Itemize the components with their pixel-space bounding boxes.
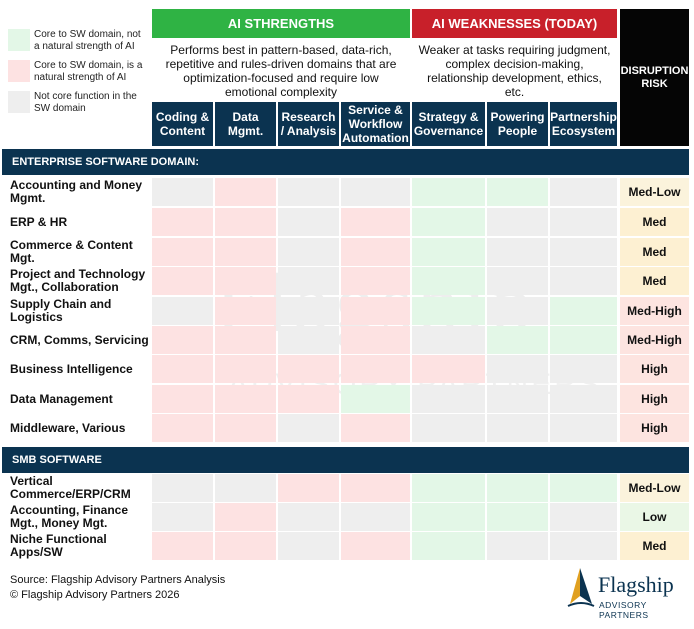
column-header: Powering People [487,102,548,146]
risk-rating: High [620,414,689,442]
matrix-cell [550,326,617,354]
matrix-cell [487,326,548,354]
matrix-cell [278,238,339,266]
column-header: Service & Workflow Automation [342,103,409,145]
matrix-cell [278,385,339,413]
matrix-cell [152,474,213,502]
weaknesses-description: Weaker at tasks requiring judgment, complex decision-making, relationship development, ethics, etc. [418,43,611,99]
legend-text-gray: Not core function in the SW domain [34,91,137,114]
section-header: ENTERPRISE SOFTWARE DOMAIN: [2,149,689,175]
matrix-cell [412,414,485,442]
logo-tagline: ADVISORY PARTNERS [599,600,649,620]
risk-rating: Med [620,208,689,236]
matrix-cell [215,414,276,442]
matrix-cell [550,503,617,531]
source-note: Source: Flagship Advisory Partners Analysis [10,574,226,586]
matrix-cell [215,178,276,206]
risk-rating: Med [620,238,689,266]
matrix-cell [487,355,548,383]
matrix-cell [550,208,617,236]
matrix-cell [412,503,485,531]
row-label: Vertical Commerce/ERP/CRM [10,474,131,501]
matrix-cell [278,474,339,502]
matrix-cell [152,355,213,383]
matrix-cell [550,238,617,266]
row-label: ERP & HR [10,214,68,229]
row-label: Middleware, Various [10,420,126,435]
matrix-cell [412,267,485,295]
strengths-description: Performs best in pattern-based, data-rich, repetitive and rules-driven domains that are optimization-focused and require low emotional complexity [165,43,397,99]
matrix-cell [487,267,548,295]
risk-rating: Med [620,267,689,295]
matrix-cell [341,326,410,354]
matrix-cell [412,326,485,354]
matrix-cell [341,414,410,442]
matrix-cell [550,355,617,383]
row-label: Supply Chain and Logistics [10,297,112,324]
matrix-cell [152,267,213,295]
matrix-cell [487,178,548,206]
matrix-cell [152,385,213,413]
risk-rating: Med-Low [620,474,689,502]
logo-name: Flagship [598,572,674,597]
matrix-cell [412,532,485,560]
row-label: Accounting, Finance Mgt., Money Mgt. [10,503,129,530]
copyright-note: © Flagship Advisory Partners 2026 [10,589,180,601]
matrix-cell [152,238,213,266]
matrix-cell [550,414,617,442]
matrix-cell [152,326,213,354]
matrix-cell [215,355,276,383]
matrix-cell [215,208,276,236]
matrix-cell [412,208,485,236]
matrix-cell [152,178,213,206]
matrix-cell [215,385,276,413]
matrix-cell [550,474,617,502]
flag-icon [566,566,596,610]
matrix-cell [278,297,339,325]
matrix-cell [412,238,485,266]
section-header: SMB SOFTWARE [2,447,689,473]
risk-rating: Low [620,503,689,531]
risk-rating: Med [620,532,689,560]
matrix-cell [412,297,485,325]
matrix-cell [152,414,213,442]
matrix-cell [152,297,213,325]
risk-rating: High [620,355,689,383]
matrix-cell [487,297,548,325]
matrix-cell [341,355,410,383]
legend-swatch-green [8,29,30,51]
row-label: Project and Technology Mgt., Collaboration [10,267,146,294]
matrix-cell [412,474,485,502]
matrix-cell [215,503,276,531]
row-label: Data Management [10,391,113,406]
row-label: Niche Functional Apps/SW [10,532,107,559]
matrix-cell [550,385,617,413]
matrix-cell [152,208,213,236]
legend-swatch-red [8,60,30,82]
matrix-cell [278,208,339,236]
risk-rating: High [620,385,689,413]
matrix-cell [341,297,410,325]
row-label: Commerce & Content Mgt. [10,238,133,265]
matrix-cell [278,414,339,442]
column-header: Coding & Content [152,102,213,146]
matrix-cell [412,385,485,413]
matrix-cell [341,503,410,531]
risk-rating: Med-Low [620,178,689,206]
matrix-cell [412,355,485,383]
row-label: Business Intelligence [10,361,133,376]
matrix-cell [215,267,276,295]
matrix-cell [412,178,485,206]
matrix-cell [215,238,276,266]
matrix-cell [341,238,410,266]
legend-text-green: Core to SW domain, not a natural strength of AI [34,29,141,52]
matrix-cell [341,474,410,502]
weaknesses-header: AI WEAKNESSES (TODAY) [412,9,617,38]
matrix-cell [341,178,410,206]
matrix-cell [341,532,410,560]
risk-rating: Med-High [620,297,689,325]
column-header: Strategy & Governance [412,102,485,146]
matrix-cell [152,503,213,531]
matrix-cell [278,267,339,295]
disruption-risk-header: DISRUPTION RISK [620,9,689,146]
matrix-cell [215,326,276,354]
column-header: Partnership Ecosystem [550,102,617,146]
matrix-cell [278,532,339,560]
row-label: CRM, Comms, Servicing [10,332,149,347]
flagship-logo [566,566,690,620]
strengths-header: AI STHRENGTHS [152,9,410,38]
column-header: Research / Analysis [278,102,339,146]
matrix-cell [215,474,276,502]
matrix-cell [341,267,410,295]
matrix-cell [487,474,548,502]
column-header: Data Mgmt. [215,102,276,146]
legend-swatch-gray [8,91,30,113]
matrix-cell [278,503,339,531]
matrix-cell [278,355,339,383]
matrix-cell [487,208,548,236]
risk-rating: Med-High [620,326,689,354]
matrix-cell [550,532,617,560]
matrix-cell [487,532,548,560]
matrix-cell [550,178,617,206]
matrix-cell [487,503,548,531]
matrix-cell [487,385,548,413]
matrix-cell [487,238,548,266]
matrix-cell [278,178,339,206]
matrix-cell [487,414,548,442]
matrix-cell [341,385,410,413]
matrix-cell [278,326,339,354]
matrix-cell [152,532,213,560]
row-label: Accounting and Money Mgmt. [10,178,142,205]
matrix-cell [215,297,276,325]
matrix-cell [215,532,276,560]
matrix-cell [341,208,410,236]
legend-text-red: Core to SW domain, is a natural strength of AI [34,60,143,83]
matrix-cell [550,297,617,325]
matrix-cell [550,267,617,295]
